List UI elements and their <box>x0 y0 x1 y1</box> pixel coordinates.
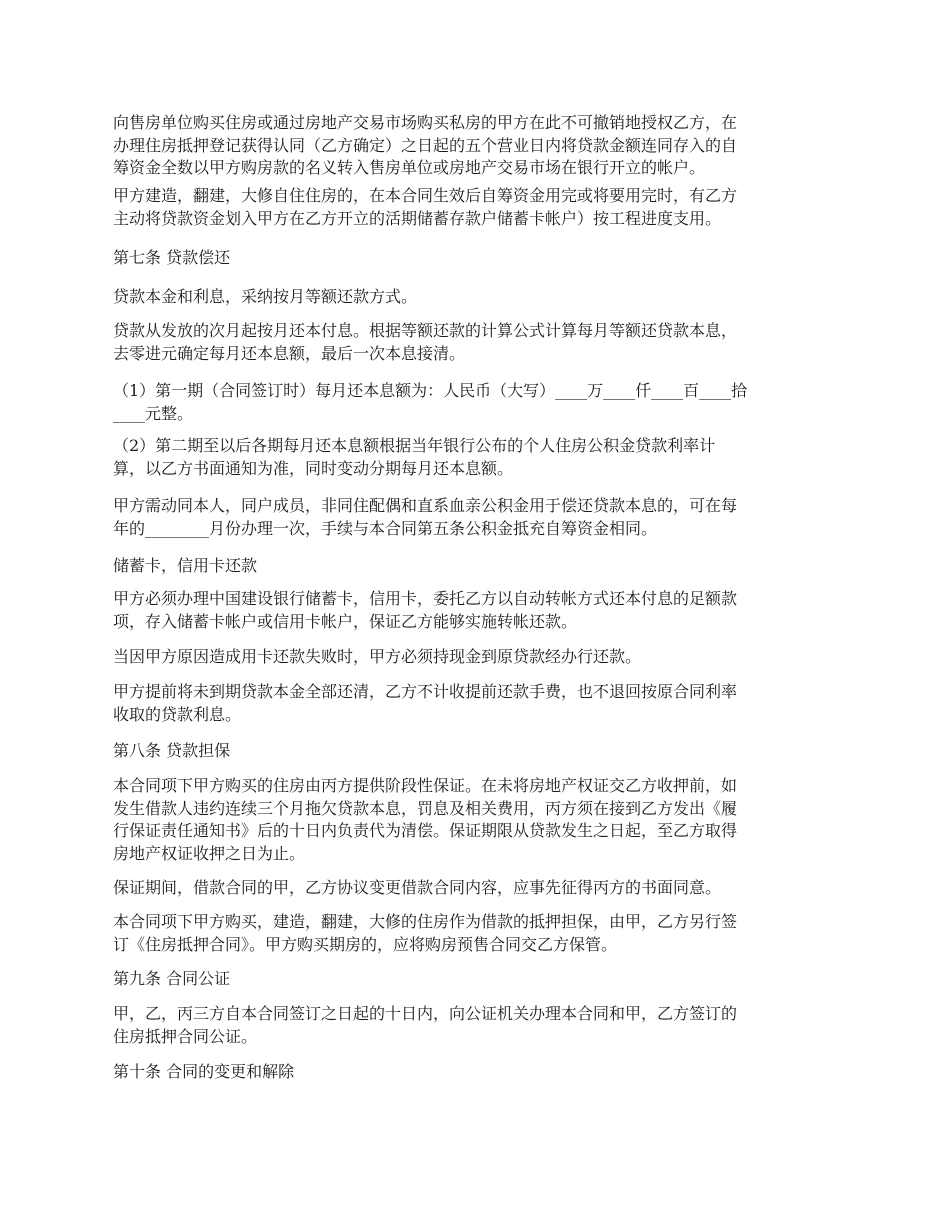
paragraph-guarantee: 本合同项下甲方购买的住房由丙方提供阶段性保证。在未将房地产权证交乙方收押前，如 发生借款人违约连续三个月拖欠贷款本息，罚息及相关费用，丙方须在接到乙方发出《履 行保证责任通知书》后的十日内负责代为清偿。保证期限从贷款发生之日起，至乙方取得 房地产权证收押之日为止。 <box>113 776 738 863</box>
paragraph-construction-funds: 甲方建造，翻建，大修自住住房的，在本合同生效后自筹资金用完或将要用完时，有乙方 主动将贷款资金划入甲方在乙方开立的活期储蓄存款户储蓄卡帐户）按工程进度支用。 <box>113 186 738 228</box>
paragraph-card-failure: 当因甲方原因造成用卡还款失败时，甲方必须持现金到原贷款经办行还款。 <box>113 647 642 666</box>
paragraph-monthly-repayment: 贷款从发放的次月起按月还本付息。根据等额还款的计算公式计算每月等额还贷款本息， 去零进元确定每月还本息额，最后一次本息接清。 <box>113 321 738 363</box>
heading-article-9: 第九条 合同公证 <box>113 969 231 988</box>
paragraph-second-period: （2）第二期至以后各期每月还本息额根据当年银行公布的个人住房公积金贷款利率计 算，以乙方书面通知为准，同时变动分期每月还本息额。 <box>113 436 716 478</box>
paragraph-provident-fund: 甲方需动同本人，同户成员，非同住配偶和直系血亲公积金用于偿还贷款本息的，可在每 年的________月份办理一次，手续与本合同第五条公积金抵充自筹资金相同。 <box>113 496 738 538</box>
paragraph-early-repayment: 甲方提前将未到期贷款本金全部还清，乙方不计收提前还款手费，也不退回按原合同利率 收取的贷款利息。 <box>113 682 738 724</box>
heading-card-repayment: 储蓄卡，信用卡还款 <box>113 556 258 575</box>
paragraph-repayment-method: 贷款本金和利息，采纳按月等额还款方式。 <box>113 287 418 306</box>
paragraph-first-period: （1）第一期（合同签订时）每月还本息额为：人民币（大写）____万____仟____百____拾 ____元整。 <box>113 381 748 423</box>
paragraph-authorization: 向售房单位购买住房或通过房地产交易市场购买私房的甲方在此不可撤销地授权乙方，在 办理住房抵押登记获得认同（乙方确定）之日起的五个营业日内将贷款金额连同存入的自 筹资金全数以甲方购房款的名义转入售房单位或房地产交易市场在银行开立的帐户。 <box>113 113 738 177</box>
heading-article-8: 第八条 贷款担保 <box>113 741 231 760</box>
paragraph-card-requirement: 甲方必须办理中国建设银行储蓄卡，信用卡，委托乙方以自动转帐方式还本付息的足额款 项，存入储蓄卡帐户或信用卡帐户，保证乙方能够实施转帐还款。 <box>113 589 738 631</box>
paragraph-mortgage: 本合同项下甲方购买，建造，翻建，大修的住房作为借款的抵押担保，由甲，乙方另行签 订《住房抵押合同》。甲方购买期房的，应将购房预售合同交乙方保管。 <box>113 912 738 954</box>
heading-article-7: 第七条 贷款偿还 <box>113 248 231 267</box>
heading-article-10: 第十条 合同的变更和解除 <box>113 1062 295 1081</box>
paragraph-notarization: 甲，乙，丙三方自本合同签订之日起的十日内，向公证机关办理本合同和甲，乙方签订的 住房抵押合同公证。 <box>113 1004 738 1046</box>
paragraph-guarantee-period: 保证期间，借款合同的甲，乙方协议变更借款合同内容，应事先征得丙方的书面同意。 <box>113 878 722 897</box>
